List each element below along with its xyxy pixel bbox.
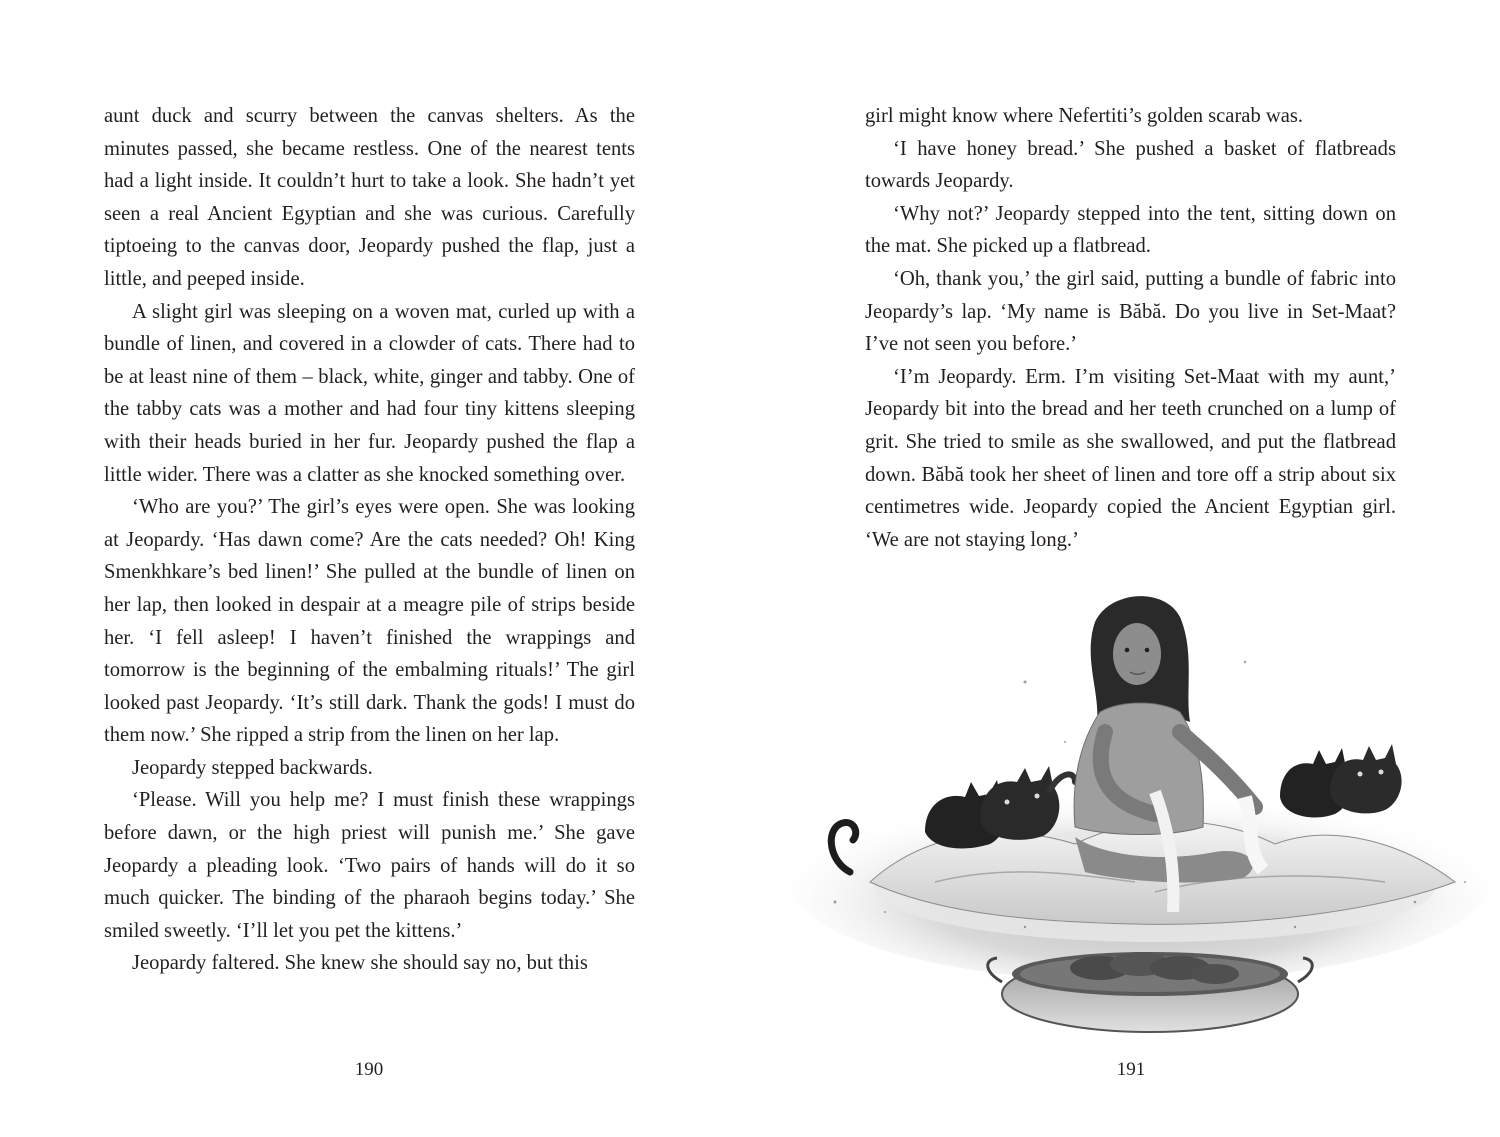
paragraph: ‘Why not?’ Jeopardy stepped into the tent, sitting down on the mat. She picked up a flatbread. [865,202,1396,258]
paragraph: ‘I have honey bread.’ She pushed a basket of flatbreads towards Jeopardy. [865,137,1396,193]
right-page [750,0,1500,1137]
paragraph: ‘Who are you?’ The girl’s eyes were open. She was looking at Jeopardy. ‘Has dawn come? Are the cats needed? Oh! King Smenkhkare’s bed linen!’ She pulled at the bundle of linen on her lap, then looked in despair at a meagre pile of strips beside her. ‘I fell asleep! I haven’t finished the wrappings and tomorrow is the beginning of the embalming rituals!’ The girl looked past Jeopardy. ‘It’s still dark. Thank the gods! I must do them now.’ She ripped a strip from the linen on her lap. [104,496,635,747]
left-text-block [104,100,635,980]
paragraph: ‘Oh, thank you,’ the girl said, putting a bundle of fabric into Jeopardy’s lap. ‘My name is Băbă. Do you live in Set-Maat? I’ve not seen you before.’ [865,267,1396,356]
paragraph: ‘Please. Will you help me? I must finish these wrappings before dawn, or the high priest will punish me.’ She gave Jeopardy a pleading look. ‘Two pairs of hands will do it so much quicker. The binding of the pharaoh begins today.’ She smiled sweetly. ‘I’ll let you pet the kittens.’ [104,789,635,942]
page-number: 191 [1116,1059,1146,1080]
paragraph: girl might know where Nefertiti’s golden scarab was. [865,105,1304,127]
paragraph: ‘I’m Jeopardy. Erm. I’m visiting Set-Maat with my aunt,’ Jeopardy bit into the bread and her teeth crunched on a lump of grit. She tried to smile as she swallowed, and put the flatbread down. Băbă took her sheet of linen and tore off a strip about six centimetres wide. Jeopardy copied the Ancient Egyptian girl. ‘We are not staying long.’ [865,365,1396,551]
right-text-block [865,100,1396,556]
paragraph: A slight girl was sleeping on a woven mat, curled up with a bundle of linen, and covered in a clowder of cats. There had to be at least nine of them – black, white, ginger and tabby. One of the tabby cats was a mother and had four tiny kittens sleeping with their heads buried in her fur. Jeopardy pushed the flap a little wider. There was a clatter as she knocked something over. [104,300,635,486]
paragraph: Jeopardy stepped backwards. [132,756,373,779]
page-number: 190 [354,1059,384,1080]
girl-with-cats-illustration-icon [775,582,1495,1037]
paragraph: aunt duck and scurry between the canvas shelters. As the minutes passed, she became restless. One of the nearest tents had a light inside. It couldn’t hurt to take a look. She hadn’t yet seen a real Ancient Egyptian and she was curious. Carefully tiptoeing to the canvas door, Jeopardy pushed the flap, just a little, and peeped inside. [104,105,635,290]
paragraph: Jeopardy faltered. She knew she should say no, but this [132,952,588,975]
